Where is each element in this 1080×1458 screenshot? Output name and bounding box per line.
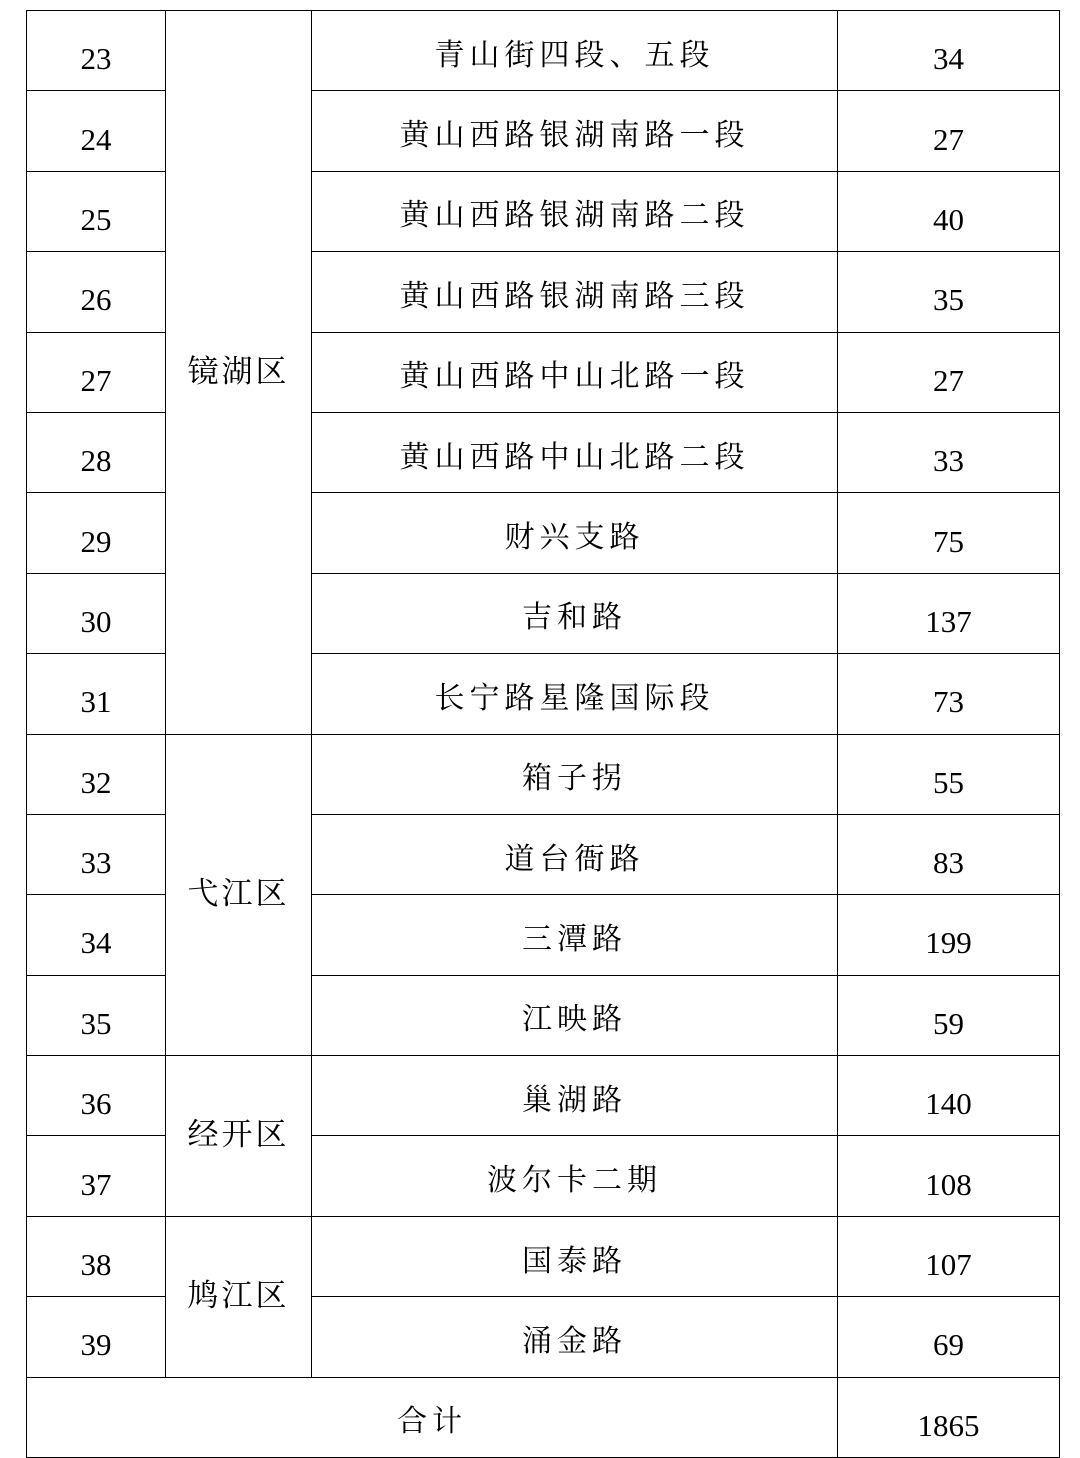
- road-name: 黄山西路银湖南路二段: [312, 171, 838, 251]
- count-cell: 27: [838, 91, 1060, 171]
- road-name: 箱子拐: [312, 734, 838, 814]
- count-cell: 55: [838, 734, 1060, 814]
- road-name: 黄山西路中山北路二段: [312, 412, 838, 492]
- count-cell: 59: [838, 975, 1060, 1055]
- count-cell: 33: [838, 412, 1060, 492]
- row-number: 26: [27, 252, 166, 332]
- row-number: 38: [27, 1216, 166, 1296]
- road-name: 青山街四段、五段: [312, 11, 838, 91]
- road-name: 道台衙路: [312, 814, 838, 894]
- count-cell: 27: [838, 332, 1060, 412]
- count-cell: 73: [838, 654, 1060, 734]
- road-name: 巢湖路: [312, 1056, 838, 1136]
- district-cell: 镜湖区: [166, 11, 312, 735]
- road-name: 财兴支路: [312, 493, 838, 573]
- district-cell: 弋江区: [166, 734, 312, 1056]
- road-name: 波尔卡二期: [312, 1136, 838, 1216]
- row-number: 23: [27, 11, 166, 91]
- row-number: 39: [27, 1297, 166, 1377]
- count-cell: 83: [838, 814, 1060, 894]
- row-number: 29: [27, 493, 166, 573]
- road-name: 黄山西路银湖南路一段: [312, 91, 838, 171]
- count-cell: 137: [838, 573, 1060, 653]
- road-name: 三潭路: [312, 895, 838, 975]
- road-name: 黄山西路银湖南路三段: [312, 252, 838, 332]
- table-row: [27, 11, 1060, 91]
- count-cell: 108: [838, 1136, 1060, 1216]
- count-cell: 75: [838, 493, 1060, 573]
- count-cell: 69: [838, 1297, 1060, 1377]
- row-number: 32: [27, 734, 166, 814]
- total-label: 合计: [27, 1377, 838, 1457]
- count-cell: 40: [838, 171, 1060, 251]
- road-name: 江映路: [312, 975, 838, 1055]
- row-number: 33: [27, 814, 166, 894]
- road-count-table: [26, 10, 1060, 1458]
- row-number: 34: [27, 895, 166, 975]
- row-number: 27: [27, 332, 166, 412]
- road-name: 吉和路: [312, 573, 838, 653]
- road-name: 国泰路: [312, 1216, 838, 1296]
- row-number: 28: [27, 412, 166, 492]
- row-number: 37: [27, 1136, 166, 1216]
- count-cell: 34: [838, 11, 1060, 91]
- district-cell: 鸠江区: [166, 1216, 312, 1377]
- district-cell: 经开区: [166, 1056, 312, 1217]
- row-number: 30: [27, 573, 166, 653]
- table-row: [27, 734, 1060, 814]
- count-cell: 107: [838, 1216, 1060, 1296]
- row-number: 24: [27, 91, 166, 171]
- road-name: 黄山西路中山北路一段: [312, 332, 838, 412]
- row-number: 25: [27, 171, 166, 251]
- count-cell: 35: [838, 252, 1060, 332]
- road-name: 涌金路: [312, 1297, 838, 1377]
- count-cell: 140: [838, 1056, 1060, 1136]
- total-value: 1865: [838, 1377, 1060, 1457]
- row-number: 35: [27, 975, 166, 1055]
- row-number: 36: [27, 1056, 166, 1136]
- table-row: [27, 1056, 1060, 1136]
- row-number: 31: [27, 654, 166, 734]
- total-row: [27, 1377, 1060, 1457]
- road-name: 长宁路星隆国际段: [312, 654, 838, 734]
- count-cell: 199: [838, 895, 1060, 975]
- table-row: [27, 1216, 1060, 1296]
